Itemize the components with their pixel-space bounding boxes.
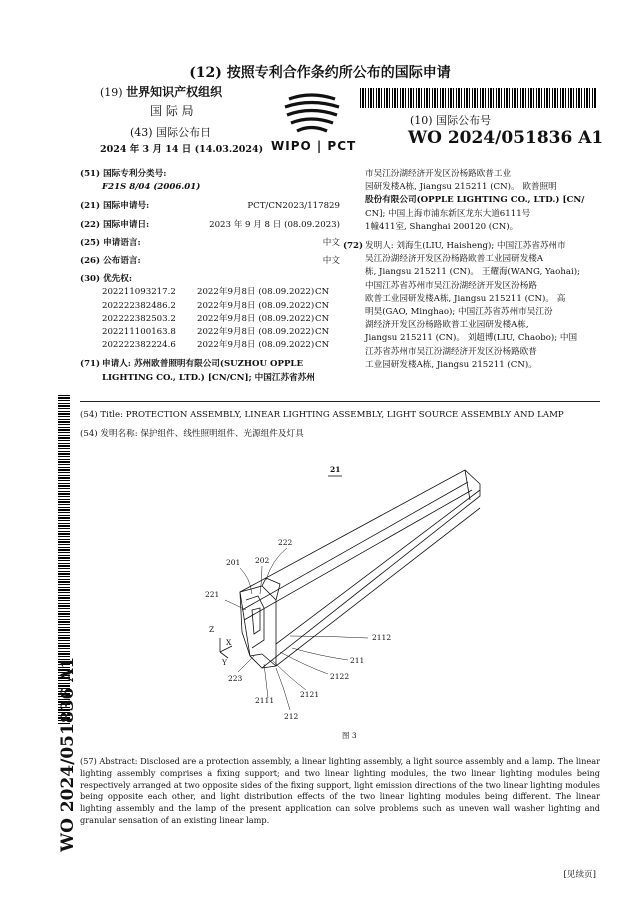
inventor-line: 湖经济开发区汾杨路欧普工业园研发楼A栋,: [365, 320, 529, 331]
applicant-cont-line: 市吴江汾湖经济开发区汾杨路欧普工业: [365, 169, 512, 179]
applicant-cont-line: 股份有限公司(OPPLE LIGHTING CO., LTD.) [CN/: [365, 195, 585, 206]
axis-label-z: Z: [209, 625, 215, 634]
priority-row: 202211100163.8 2022年9月8日 (08.09.2022) CN: [102, 327, 330, 338]
priority-label: (30) 优先权:: [80, 274, 133, 285]
lighting-assembly-drawing: [180, 460, 500, 750]
figure-ref-label: 221: [205, 590, 220, 599]
right-biblio: [365, 168, 600, 234]
abstract: (57) Abstract: Disclosed are a protection assembly, a linear lighting assembly, a light source assembly and a lamp. The linear lighting assembly comprises a fixing support; and two linear lighting modules, the two linear lighting modules being respectively arranged at two opposite sides of the fixing support, light emission directions of the two linear lighting modules being opposite each other, and light distribution effects of the two linear lighting modules being different. The linear lighting assembly and the lamp of the present application can solve problems such as uneven wall washer lighting and granular sensation of an existing linear lamp.: [80, 756, 600, 825]
inventor-line: 栋, Jiangsu 215211 (CN)。 王耀海(WANG, Yaohai);: [365, 267, 580, 278]
inventor-line: 明昊(GAO, Minghao); 中国江苏省苏州市吴江汾: [365, 307, 553, 318]
figure-ref-label: 2121: [300, 690, 320, 699]
inventor-line: 发明人: 刘海生(LIU, Haisheng); 中国江苏省苏州市: [365, 241, 566, 251]
pub-date-label: (43) 国际公布日: [130, 126, 212, 139]
office-code: (19) 世界知识产权组织: [100, 85, 223, 99]
priority-row: 202222382486.2 2022年9月8日 (08.09.2022) CN: [102, 300, 330, 311]
inventor-line: 中国江苏省苏州市吴江汾湖经济开发区汾杨路: [365, 280, 537, 291]
figure-ref-label: 2112: [372, 633, 392, 642]
figure-ref-label: 21: [330, 465, 341, 474]
inventor-line: 江苏省苏州市吴江汾湖经济开发区汾杨路欧普: [365, 346, 537, 357]
inventor-line: 欧普工业园研发楼A栋, Jiangsu 215211 (CN)。 高: [365, 293, 566, 304]
pub-no-label: (10) 国际公布号: [410, 114, 492, 127]
applicant-cont-line: 园研发楼A栋, Jiangsu 215211 (CN)。 欧普照明: [365, 182, 557, 193]
applicant-cont-line: CN]; 中国上海市浦东新区龙东大道6111号: [365, 208, 531, 219]
inventor-line: 吴江汾湖经济开发区汾杨路欧普工业园研发楼A: [365, 254, 544, 265]
figure-caption: 图 3: [342, 731, 357, 740]
inventor-line: Jiangsu 215211 (CN)。 刘超博(LIU, Chaobo); 中国: [365, 333, 578, 344]
continued-note: [见续页]: [563, 870, 596, 880]
barcode: [360, 88, 596, 108]
figure-ref-label: 201: [226, 558, 241, 567]
filing-date-row: (22) 国际申请日: 2023 年 9 月 8 日 (08.09.2023): [80, 219, 340, 230]
ipc-label: (51) 国际专利分类号:: [80, 169, 167, 179]
divider: [80, 401, 600, 402]
priority-row: 202211093217.2 2022年9月8日 (08.09.2022) CN: [102, 287, 330, 298]
left-biblio: [80, 168, 340, 385]
applicant-block: (71) 申请人: 苏州欧普照明有限公司(SUZHOU OPPLE LIGHTING CO., LTD.) [CN/CN]; 中国江苏省苏州: [80, 359, 315, 383]
document-type-title: (12) 按照专利合作条约所公布的国际申请: [189, 65, 451, 81]
pub-lang-row: (26) 公布语言: 中文: [80, 256, 340, 267]
office-subname: 国 际 局: [150, 104, 194, 118]
figure-ref-label: 222: [278, 538, 293, 547]
figure-ref-label: 2122: [330, 672, 350, 681]
wipo-pct-text: WIPO | PCT: [271, 139, 357, 153]
applicant-cont-line: 1幢411室, Shanghai 200120 (CN)。: [365, 221, 519, 232]
side-pub-number: WO 2024/051836 A1: [58, 656, 78, 852]
priority-row: 202222382503.2 2022年9月8日 (08.09.2022) CN: [102, 313, 330, 324]
ipc-value: F21S 8/04 (2006.01): [102, 182, 201, 193]
priority-list: [80, 286, 340, 352]
figure-ref-label: 223: [228, 674, 243, 683]
priority-row: 202222382224.6 2022年9月8日 (08.09.2022) CN: [102, 340, 330, 351]
filing-lang-row: (25) 申请语言: 中文: [80, 237, 340, 248]
axis-label-x: X: [226, 638, 232, 647]
figure-ref-label: 211: [350, 656, 365, 665]
title-cn: (54) 发明名称: 保护组件、线性照明组件、光源组件及灯具: [80, 429, 304, 439]
inventor-block: (72) 发明人: 刘海生(LIU, Haisheng); 中国江苏省苏州市 吴江汾湖经济开发区汾杨路欧普工业园研发楼A 栋, Jiangsu 215211 (CN)。 王耀海(WANG, Yaohai); 中国江苏省苏州市吴江汾湖经济开发区汾杨路 欧普工业园研发楼A栋, Jiangsu 215211 (CN)。 高 明昊(GAO, Minghao); 中国江苏省苏州市吴江汾 湖经济开发区汾杨路欧普工业园研发楼A栋, Jiangsu 215211 (CN)。 刘超博(LIU, Chaobo); 中国 江苏省苏州市吴江汾湖经济开发区汾杨路欧普 工业园研发楼A栋, Jiangsu 215211 (CN)。: [343, 240, 601, 372]
patent-figure: [180, 460, 500, 750]
inventor-line: 工业园研发楼A栋, Jiangsu 215211 (CN)。: [365, 359, 537, 370]
pub-date-value: 2024 年 3 月 14 日 (14.03.2024): [100, 144, 264, 155]
figure-ref-label: 2111: [255, 696, 275, 705]
title-en: (54) Title: PROTECTION ASSEMBLY, LINEAR LIGHTING ASSEMBLY, LIGHT SOURCE ASSEMBLY AND LAMP: [80, 410, 564, 420]
pub-number: WO 2024/051836 A1: [408, 128, 604, 148]
axis-label-y: Y: [222, 658, 227, 667]
figure-ref-label: 202: [255, 556, 270, 565]
figure-ref-label: 212: [284, 712, 299, 721]
app-no-row: (21) 国际申请号: PCT/CN2023/117829: [80, 201, 340, 212]
